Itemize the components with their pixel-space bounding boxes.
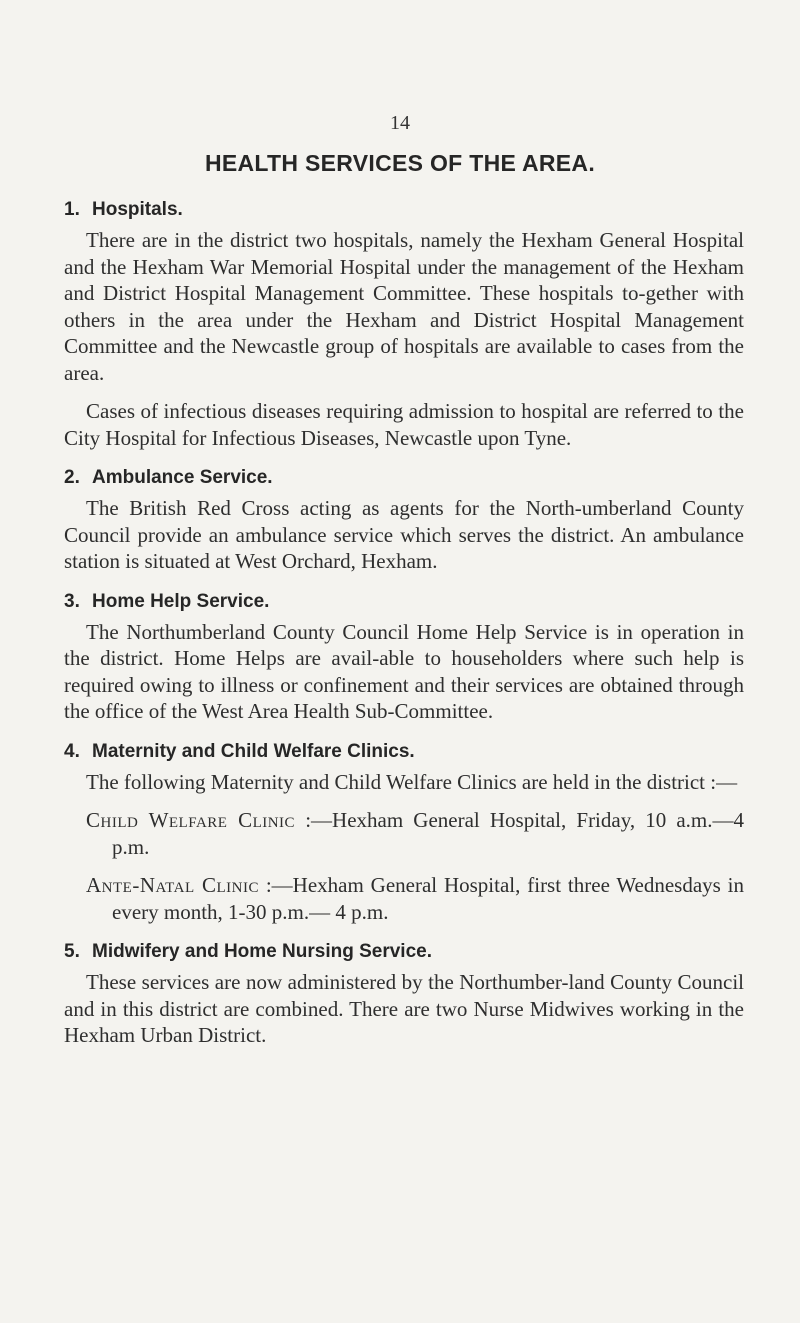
paragraph: The following Maternity and Child Welfare Clinics are held in the district :— <box>86 769 738 794</box>
clinic-name: Ante-Natal Clinic <box>86 873 259 897</box>
section-title: Home Help Service. <box>92 590 270 612</box>
section-number: 2. <box>64 467 80 488</box>
section-number: 5. <box>64 941 80 962</box>
clinic-details: :—Hexham General Hospital, Friday, 10 a.m.—4 p.m. <box>112 808 744 859</box>
paragraph: The British Red Cross acting as agents for the North-umberland County Council provide an ambulance service which serves the district. An ambulance station is situated at West Orchard, Hexham. <box>64 496 744 573</box>
section-ambulance-service <box>64 465 744 575</box>
section-hospitals <box>64 197 744 451</box>
clinic-details: :—Hexham General Hospital, first three Wednesdays in every month, 1-30 p.m.— 4 p.m. <box>112 873 745 924</box>
page-title: HEALTH SERVICES OF THE AREA. <box>204 150 596 176</box>
clinic-entry <box>64 872 744 925</box>
page-number: 14 <box>390 112 410 134</box>
section-title: Ambulance Service. <box>92 467 273 488</box>
section-heading <box>64 589 744 615</box>
section-title: Hospitals. <box>92 199 183 220</box>
paragraph: Cases of infectious diseases requiring admission to hospital are referred to the City Hospital for Infectious Diseases, Newcastle upon Tyne. <box>64 399 744 450</box>
paragraph: These services are now administered by the Northumber-land County Council and in this district are combined. There are two Nurse Midwives working in the Hexham Urban District. <box>64 970 744 1047</box>
section-title: Maternity and Child Welfare Clinics. <box>92 740 415 762</box>
section-maternity-clinics <box>64 739 744 926</box>
paragraph: The Northumberland County Council Home Help Service is in operation in the district. Home Helps are avail-able to householders where such help is required owing to illness or confinement and their services are obtained through the office of the West Area Health Sub-Committee. <box>64 619 744 723</box>
section-home-help-service <box>64 589 744 725</box>
section-number: 1. <box>64 199 80 220</box>
clinic-entry <box>64 807 744 860</box>
section-heading <box>64 739 744 765</box>
section-number: 4. <box>64 740 80 762</box>
paragraph: There are in the district two hospitals, namely the Hexham General Hospital and the Hexham War Memorial Hospital under the management of the Hexham and District Hospital Management Committee. These hospitals to-gether with others in the area under the Hexham and District Hospital Management Committee and the Newcastle group of hospitals are available to cases from the area. <box>64 228 744 385</box>
section-midwifery <box>64 939 744 1049</box>
clinic-name: Child Welfare Clinic <box>86 808 296 832</box>
document-body <box>64 197 744 1063</box>
section-number: 3. <box>64 590 80 612</box>
section-heading <box>64 939 744 965</box>
section-title: Midwifery and Home Nursing Service. <box>92 941 432 962</box>
section-heading <box>64 465 744 491</box>
section-heading <box>64 197 744 223</box>
